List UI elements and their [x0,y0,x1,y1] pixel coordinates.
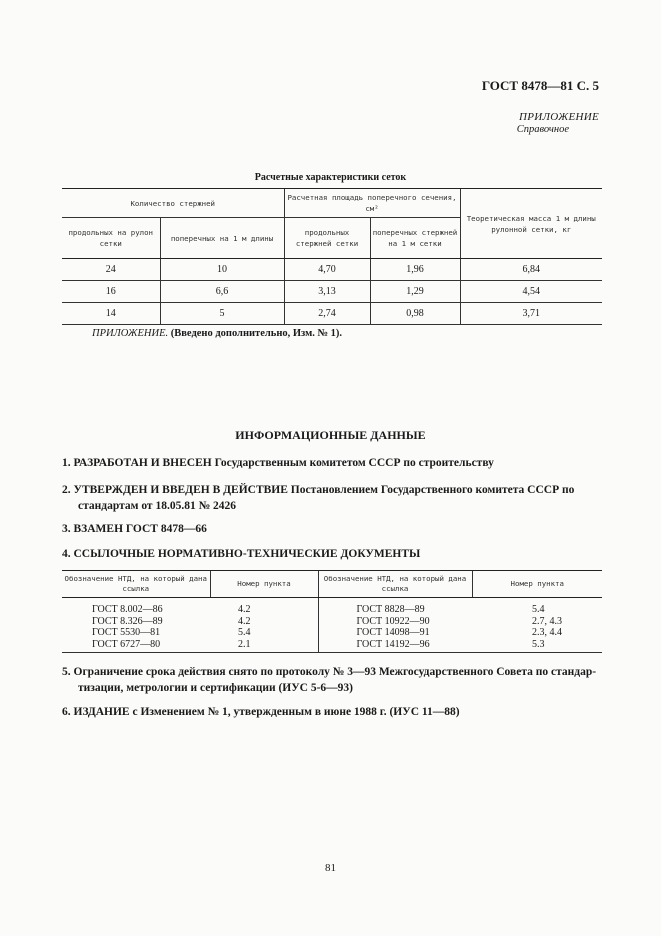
appendix-label: ПРИЛОЖЕНИЕ [519,111,599,123]
table-cell: 2.3, 4.4 [532,627,562,638]
header-ntd-designation-left: Обозначение НТД, на который дана ссылка [62,571,210,598]
table-row [62,259,602,281]
table-cell: ГОСТ 14192—96 [318,639,472,653]
table-cell: 5.3 [472,639,602,653]
info-item-6: 6. ИЗДАНИЕ с Изменением № 1, утвержденным в июне 1988 г. (ИУС 11—88) [62,706,460,718]
table-cell: ГОСТ 8.002—86 [92,604,163,615]
appendix-type: Справочное [516,124,569,135]
table-cell: 14 [62,303,160,325]
info-item-2-line2: стандартам от 18.05.81 № 2426 [78,500,237,512]
table-cell: ГОСТ 6727—80 [62,639,210,653]
info-title: ИНФОРМАЦИОННЫЕ ДАННЫЕ [235,428,426,442]
header-ntd-designation-right: Обозначение НТД, на который дана ссылка [318,571,472,598]
note-text: (Введено дополнительно, Изм. № 1). [170,328,343,339]
table-cell: 10 [160,259,284,281]
info-item-3: 3. ВЗАМЕН ГОСТ 8478—66 [62,523,207,535]
table-cell: 4.2 [238,604,251,615]
table-cell: 4.2 [238,615,251,627]
table-cell: 4,54 [460,281,602,303]
table-cell: 2,74 [284,303,370,325]
table-cell: 0,98 [370,303,460,325]
table-cell: 24 [105,264,116,275]
table-cell: ГОСТ 5530—81 [92,627,161,638]
header-clause-number-left: Номер пункта [210,571,318,598]
info-item-5 [62,664,602,696]
table-row [62,616,602,628]
note-label: ПРИЛОЖЕНИЕ. [92,328,169,339]
mesh-characteristics-table [62,188,602,325]
info-item-4: 4. ССЫЛОЧНЫЕ НОРМАТИВНО-ТЕХНИЧЕСКИЕ ДОКУМЕНТЫ [62,548,421,560]
table-cell: ГОСТ 8828—89 [318,598,472,616]
document-header: ГОСТ 8478—81 С. 5 [481,78,599,93]
info-item-1: 1. РАЗРАБОТАН И ВНЕСЕН Государственным комитетом СССР по строительству [62,457,494,469]
table-cell: ГОСТ 14098—91 [318,627,472,639]
table-cell: 5.4 [532,604,545,615]
header-theoretical-mass: Теоретическая масса 1 м длины рулонной сетки, кг [460,189,602,259]
header-cross-section-area: Расчетная площадь поперечного сечения, см² [284,189,460,218]
references-table [62,570,602,653]
table-row [62,598,602,616]
table-row [62,303,602,325]
table-cell: 16 [62,281,160,303]
table-cell: ГОСТ 8.326—89 [92,615,163,627]
header-clause-number-right: Номер пункта [472,571,602,598]
table-title: Расчетные характеристики сеток [254,172,407,183]
header-longitudinal-area: продольных стержней сетки [284,218,370,259]
table-cell: 2.1 [210,639,318,653]
table-row [62,639,602,653]
table-cell: 5.4 [238,627,251,638]
table-cell: 3,71 [460,303,602,325]
table-cell: 1,96 [370,259,460,281]
info-item-2 [62,482,602,514]
page-number: 81 [325,862,336,874]
header-longitudinal-count: продольных на рулон сетки [62,218,160,259]
appendix-note [92,328,342,339]
table-cell: 3,13 [284,281,370,303]
header-transverse-area: поперечных стержней на 1 м сетки [370,218,460,259]
table-row [62,627,602,639]
table-cell: 2.7, 4.3 [532,615,562,627]
table-cell: ГОСТ 10922—90 [318,616,472,628]
info-item-5-line2: тизации, метрологии и сертификации (ИУС 5-6—93) [78,682,354,694]
table-cell: 6,6 [160,281,284,303]
info-item-2-line1: 2. УТВЕРЖДЕН И ВВЕДЕН В ДЕЙСТВИЕ Постановлением Государственного комитета СССР по [62,484,575,496]
table-cell: 5 [160,303,284,325]
table-cell: 1,29 [370,281,460,303]
info-item-5-line1: 5. Ограничение срока действия снято по протоколу № 3—93 Межгосударственного Совета по стандар- [62,666,597,678]
table-cell: 4,70 [284,259,370,281]
table-cell: 6,84 [460,259,602,281]
header-transverse-count: поперечных на 1 м длины [160,218,284,259]
table-row [62,281,602,303]
header-rod-count: Количество стержней [62,189,284,218]
